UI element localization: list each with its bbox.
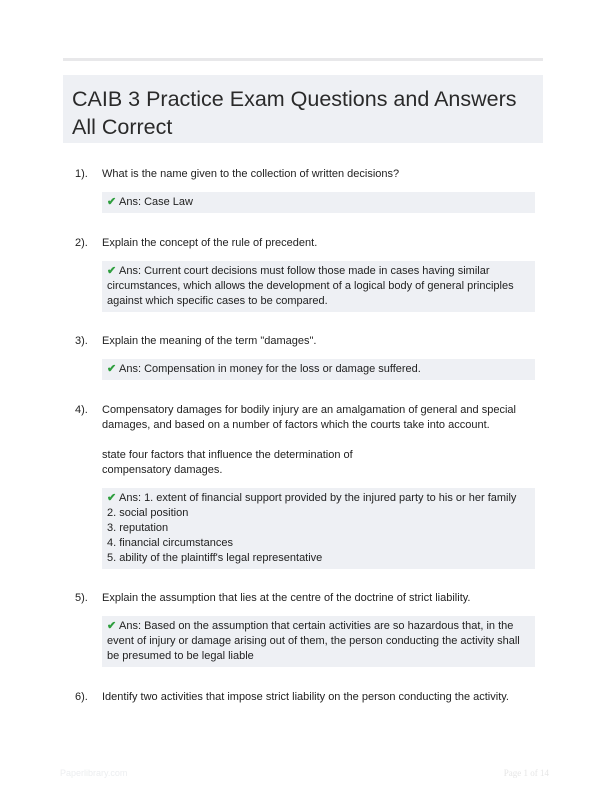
question-text: Compensatory damages for bodily injury are an amalgamation of general and special damages, and based on a number of factors which the courts take into account. state four factors that influence the determination of compensatory damages. xyxy=(102,404,516,476)
question-number: 5). xyxy=(75,592,88,604)
answer-box xyxy=(102,359,535,380)
title-banner xyxy=(63,75,543,143)
answer-line: Ans: Case Law xyxy=(119,196,193,208)
answer-box xyxy=(102,488,535,569)
answer-line: 2. social position xyxy=(107,507,189,519)
answer-line: Ans: Compensation in money for the loss or damage suffered. xyxy=(119,363,421,375)
question-number: 6). xyxy=(75,691,88,703)
answer-line: 4. financial circumstances xyxy=(107,537,233,549)
footer-watermark: Paperlibrary.com xyxy=(60,768,128,778)
question-text: What is the name given to the collection of written decisions? xyxy=(102,168,400,180)
page-number: Page 1 of 14 xyxy=(503,768,549,778)
check-icon: ✔ xyxy=(107,196,117,208)
top-divider xyxy=(63,58,543,61)
answer-line: 3. reputation xyxy=(107,522,169,534)
answer-line: Ans: Current court decisions must follow those made in cases having similar circumstances, which allows the development of a logical body of general principles against which specific cases to be compared. xyxy=(107,265,514,307)
answer-line: Ans: Based on the assumption that certain activities are so hazardous that, in the event of injury or damage arising out of them, the person conducting the activity shall be presumed to be legal liable xyxy=(107,620,520,662)
answer-line: 5. ability of the plaintiff's legal representative xyxy=(107,552,323,564)
question-number: 2). xyxy=(75,237,88,249)
answer-line: Ans: 1. extent of financial support provided by the injured party to his or her family xyxy=(119,492,517,504)
question-number: 3). xyxy=(75,335,88,347)
answer-box xyxy=(102,261,535,312)
question-text: Explain the assumption that lies at the centre of the doctrine of strict liability. xyxy=(102,592,471,604)
question-text: Explain the concept of the rule of precedent. xyxy=(102,237,318,249)
document-title: CAIB 3 Practice Exam Questions and Answers All Correct xyxy=(72,87,517,139)
check-icon: ✔ xyxy=(107,265,117,277)
question-number: 4). xyxy=(75,404,88,416)
check-icon: ✔ xyxy=(107,492,117,504)
answer-box xyxy=(102,192,535,213)
question-text: Explain the meaning of the term "damages". xyxy=(102,335,317,347)
check-icon: ✔ xyxy=(107,620,117,632)
answer-box xyxy=(102,616,535,667)
question-number: 1). xyxy=(75,168,88,180)
question-text: Identify two activities that impose strict liability on the person conducting the activity. xyxy=(102,691,509,703)
check-icon: ✔ xyxy=(107,363,117,375)
